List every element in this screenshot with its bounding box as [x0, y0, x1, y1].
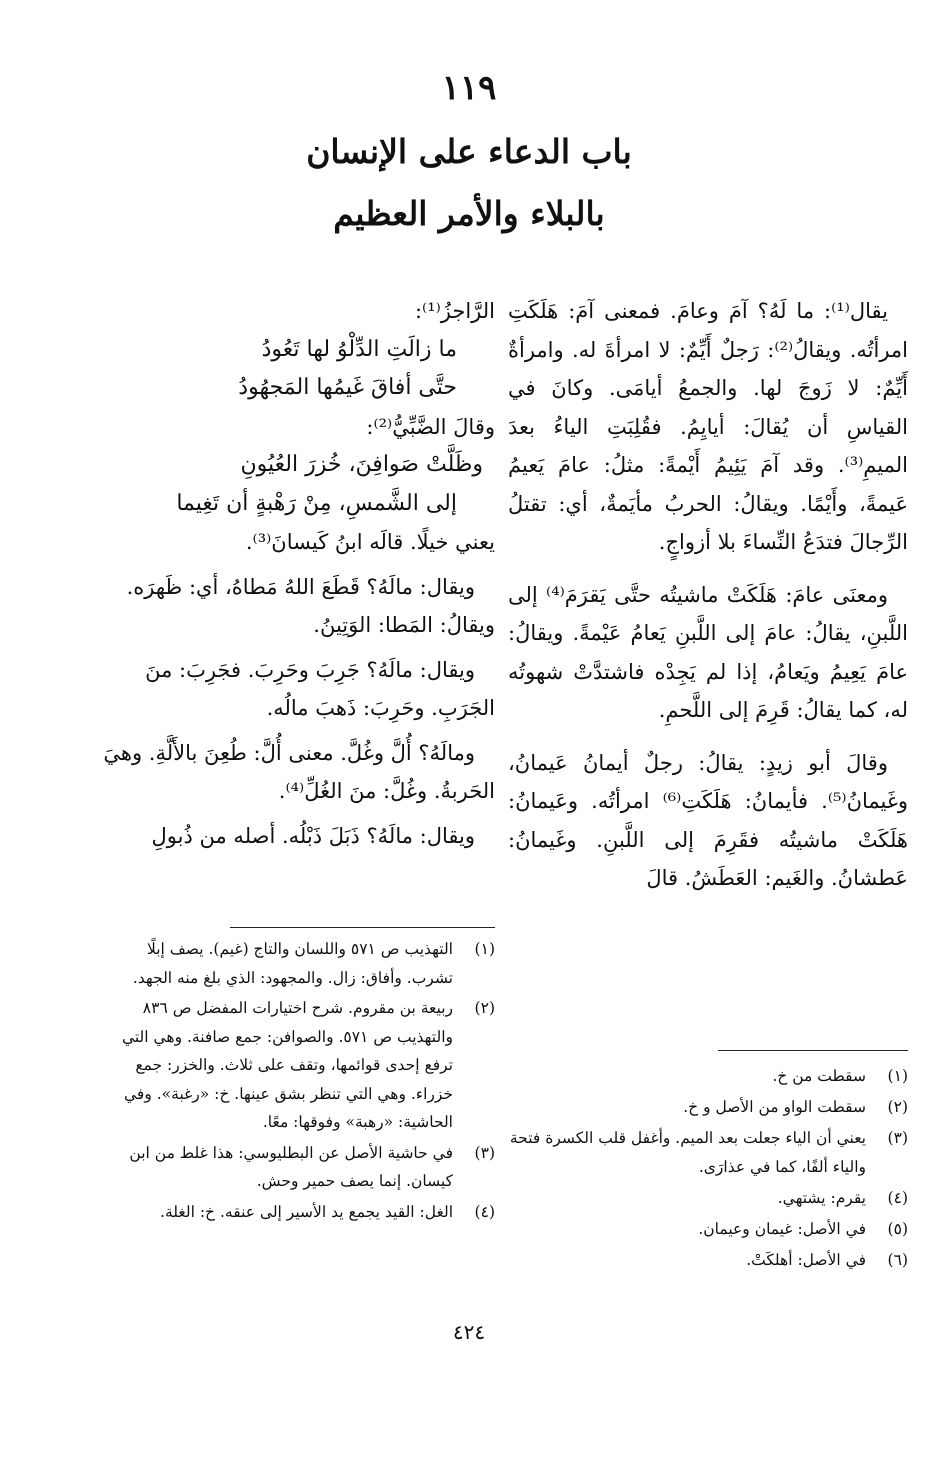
rajiz-intro: الرَّاجزُ⁽¹⁾: — [414, 299, 495, 323]
footnote-number: (٥) — [887, 1220, 908, 1238]
footnote-divider — [718, 1050, 908, 1051]
footnotes-left — [100, 935, 495, 1228]
footnote-divider — [230, 927, 495, 928]
footnotes-right — [508, 1062, 908, 1277]
footnote-number: (٦) — [887, 1251, 908, 1269]
footnote-text: التهذيب ص ٥٧١ واللسان والتاج (غيم). يصف إبلًا تشرب. وأفاق: زال. والمجهود: الذي بلغ منه الجهد. — [132, 940, 453, 987]
chapter-title-line1: باب الدعاء على الإنسان — [306, 132, 632, 171]
footnote — [100, 1198, 495, 1227]
footnote — [508, 1093, 908, 1122]
footnote — [100, 1139, 495, 1196]
poem-verse: إلى الشَّمسِ، مِنْ رَهْبةٍ أن تَغِيما — [176, 490, 457, 516]
footnote-number: (٤) — [887, 1189, 908, 1207]
poem-verse: حتَّى أفاقَ غَيمُها المَجهُودُ — [238, 375, 457, 400]
footnote-number: (٣) — [887, 1129, 908, 1147]
footnote-text: يقرم: يشتهي. — [777, 1189, 866, 1207]
paragraph: ويقال: مالَهُ؟ قَطَعَ اللهُ مَطاهُ، أي: ظَهرَه. ويقالُ: المَطا: الوَتِينُ. — [126, 574, 495, 637]
footnote-text: سقطت الواو من الأصل و خ. — [683, 1098, 866, 1116]
footnote-number: (٣) — [474, 1143, 495, 1162]
footnote-text: في الأصل: غيمان وعيمان. — [698, 1220, 866, 1238]
chapter-number: ١١٩ — [441, 68, 497, 108]
dabbi-intro: وقالَ الضَّبِّيُّ⁽²⁾: — [366, 414, 495, 439]
footnote-number: (١) — [887, 1067, 908, 1085]
footnote-text: في الأصل: أهلكَتْ. — [746, 1251, 866, 1269]
footnote-text: سقطت من خ. — [772, 1067, 866, 1085]
footnote — [508, 1184, 908, 1213]
footnote-text: يعني أن الياء جعلت بعد الميم. وأغفل قلب الكسرة فتحة والياء ألفًا، كما في عذارَى. — [509, 1129, 866, 1176]
footnote-number: (٤) — [474, 1202, 495, 1221]
paragraph: ويقال: مالَهُ؟ ذَبَلَ ذَبْلُه. أصله من ذُبولِ — [151, 823, 475, 848]
footnote-number: (٢) — [887, 1098, 908, 1116]
paragraph: ويقال: مالَهُ؟ جَرِبَ وحَرِبَ. فجَرِبَ: منَ الجَرَبِ. وحَرِبَ: ذَهبَ مالُه. — [145, 657, 495, 720]
footnote — [508, 1062, 908, 1091]
footnote-text: ربيعة بن مقروم. شرح اختيارات المفضل ص ٨٣٦ والتهذيب ص ٥٧١. والصوافن: جمع صافنة. وهي التي ترفع إحدى قوائمها، وتقف على ثلاث. والخزر: جمع خزراء. وهي التي تنظر بشق عينها. خ: «رغبة». وفي الحاشية: «رهبة» وفوقها: معًا. — [121, 999, 453, 1131]
footnote — [100, 994, 495, 1137]
footnote-text: في حاشية الأصل عن البطليوسي: هذا غلط من ابن كيسان. إنما يصف حمير وحش. — [129, 1143, 453, 1190]
footnote — [508, 1124, 908, 1182]
paragraph: ومالَهُ؟ أُلَّ وغُلَّ. معنى أُلَّ: طُعِنَ بالأَلَّةِ. وهيَ الحَربةُ. وغُلَّ: منَ الغُلِّ⁽⁴⁾. — [103, 740, 495, 803]
paragraph: وقالَ أبو زيدٍ: يقالُ: رجلٌ أيمانُ عَيمانُ، وغَيمانُ⁽⁵⁾. فأيمانُ: هَلَكَتِ⁽⁶⁾ امرأتُه. وعَيمانُ: هَلَكَتْ ماشيتُه فقَرِمَ إلى اللَّبنِ. وغَيمانُ: عَطشانُ. والغَيم: العَطَشُ. قالَ — [508, 750, 908, 890]
footnote — [508, 1246, 908, 1275]
footnote — [100, 935, 495, 992]
footnote-text: الغل: القيد يجمع يد الأسير إلى عنقه. خ: الغلة. — [160, 1202, 453, 1221]
right-column — [508, 292, 908, 898]
page-number: ٤٢٤ — [452, 1320, 486, 1344]
poem-note: يعني خيلًا. قالَه ابنُ كَيسانَ⁽³⁾. — [245, 530, 495, 554]
poem-verse: وظَلَّتْ صَوافِنَ، خُزرَ العُيُونِ — [240, 452, 483, 477]
footnote — [508, 1215, 908, 1244]
chapter-title-line2: بالبلاء والأمر العظيم — [333, 194, 605, 233]
poem-verse: ما زالَتِ الدِّلْوُ لها تَعُودُ — [261, 336, 457, 362]
left-column — [100, 292, 495, 855]
paragraph: ومعنَى عامَ: هَلَكَتْ ماشيتُه حتَّى يَقرَمَ⁽⁴⁾ إلى اللَّبنِ، يقالُ: عامَ إلى اللَّبنِ يَعامُ عَيْمةً. ويقالُ: عامَ يَعِيمُ ويَعامُ، إذا لم يَجِدْه فاشتدَّتْ شهوتُه له، كما يقالُ: قَرِمَ إلى اللَّحمِ. — [508, 582, 908, 722]
paragraph: يقال⁽¹⁾: ما لَهُ؟ آمَ وعامَ. فمعنى آمَ: هَلَكَتِ امرأتُه. ويقالُ⁽²⁾: رَجلٌ أَيِّمٌ: لا امرأةَ له. وامرأةٌ أَيِّمٌ: لا زَوجَ لها. والجمعُ أيامَى. وكانَ في القياسِ أن يُقالَ: أيايِمُ. فقُلِبَتِ الياءُ بعدَ الميمِ⁽³⁾. وقد آمَ يَئِيمُ أَيْمةً: مثلُ: عامَ يَعيمُ عَيمةً، وأَيْمًا. ويقالُ: الحربُ مأيَمةٌ، أي: تقتلُ الرِّجالَ فتدَعُ النِّساءَ بلا أزواجٍ. — [508, 299, 908, 554]
footnote-number: (٢) — [474, 999, 495, 1017]
footnote-number: (١) — [474, 940, 495, 958]
